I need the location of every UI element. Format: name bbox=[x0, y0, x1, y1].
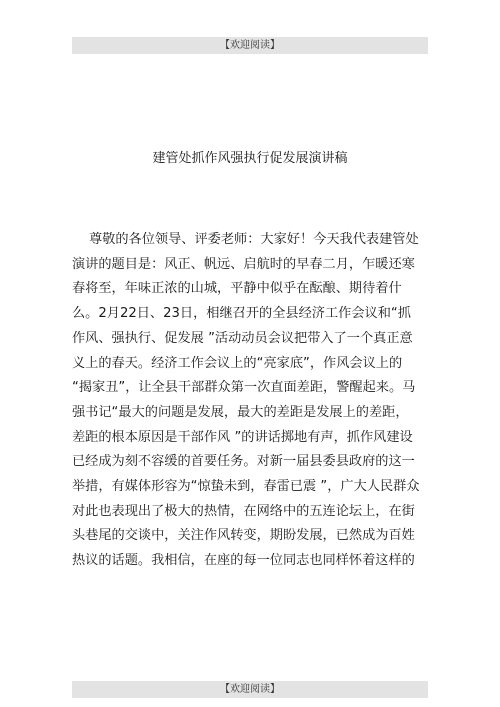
header-banner: 【欢迎阅读】 bbox=[72, 37, 428, 54]
body-line: 春将至，年味正浓的山城，平静中似乎在酝酿、期待着什 bbox=[72, 281, 402, 297]
body-line: 头巷尾的交谈中，关注作风转变，期盼发展，已然成为百姓 bbox=[72, 528, 415, 544]
body-line: 强书记“最大的问题是发展，最大的差距是发展上的差距， bbox=[72, 404, 409, 420]
body-line: 差距的根本原因是干部作风 ”的讲话掷地有声，抓作风建设 bbox=[72, 429, 413, 445]
body-line: 对此也表现出了极大的热情，在网络中的五连论坛上，在街 bbox=[72, 503, 415, 519]
body-line: 热议的话题。我相信，在座的每一位同志也同样怀着这样的 bbox=[72, 553, 415, 569]
body-line: 么。2月22日、23日，相继召开的全县经济工作会议和“抓 bbox=[72, 306, 411, 322]
body-paragraph bbox=[72, 228, 430, 574]
footer-banner: 【欢迎阅读】 bbox=[72, 681, 428, 698]
body-line: 作风、强执行、促发展 ”活动动员会议把带入了一个真正意 bbox=[72, 330, 413, 346]
document-title: 建管处抓作风强执行促发展演讲稿 bbox=[152, 151, 348, 166]
body-line: “揭家丑”，让全县干部群众第一次直面差距，警醒起来。马 bbox=[72, 380, 416, 396]
body-line: 尊敬的各位领导、评委老师：大家好！今天我代表建管处 bbox=[89, 232, 419, 247]
body-line: 已经成为刻不容缓的首要任务。对新一届县委县政府的这一 bbox=[72, 454, 415, 470]
body-line: 举措，有媒体形容为“惊蛰未到，春雷已震 ”，广大人民群众 bbox=[72, 479, 420, 495]
body-line: 义上的春天。经济工作会议上的“亮家底”，作风会议上的 bbox=[72, 355, 403, 371]
body-line: 演讲的题目是：风正、帆远、启航时的早春二月，乍暖还寒 bbox=[72, 256, 415, 272]
